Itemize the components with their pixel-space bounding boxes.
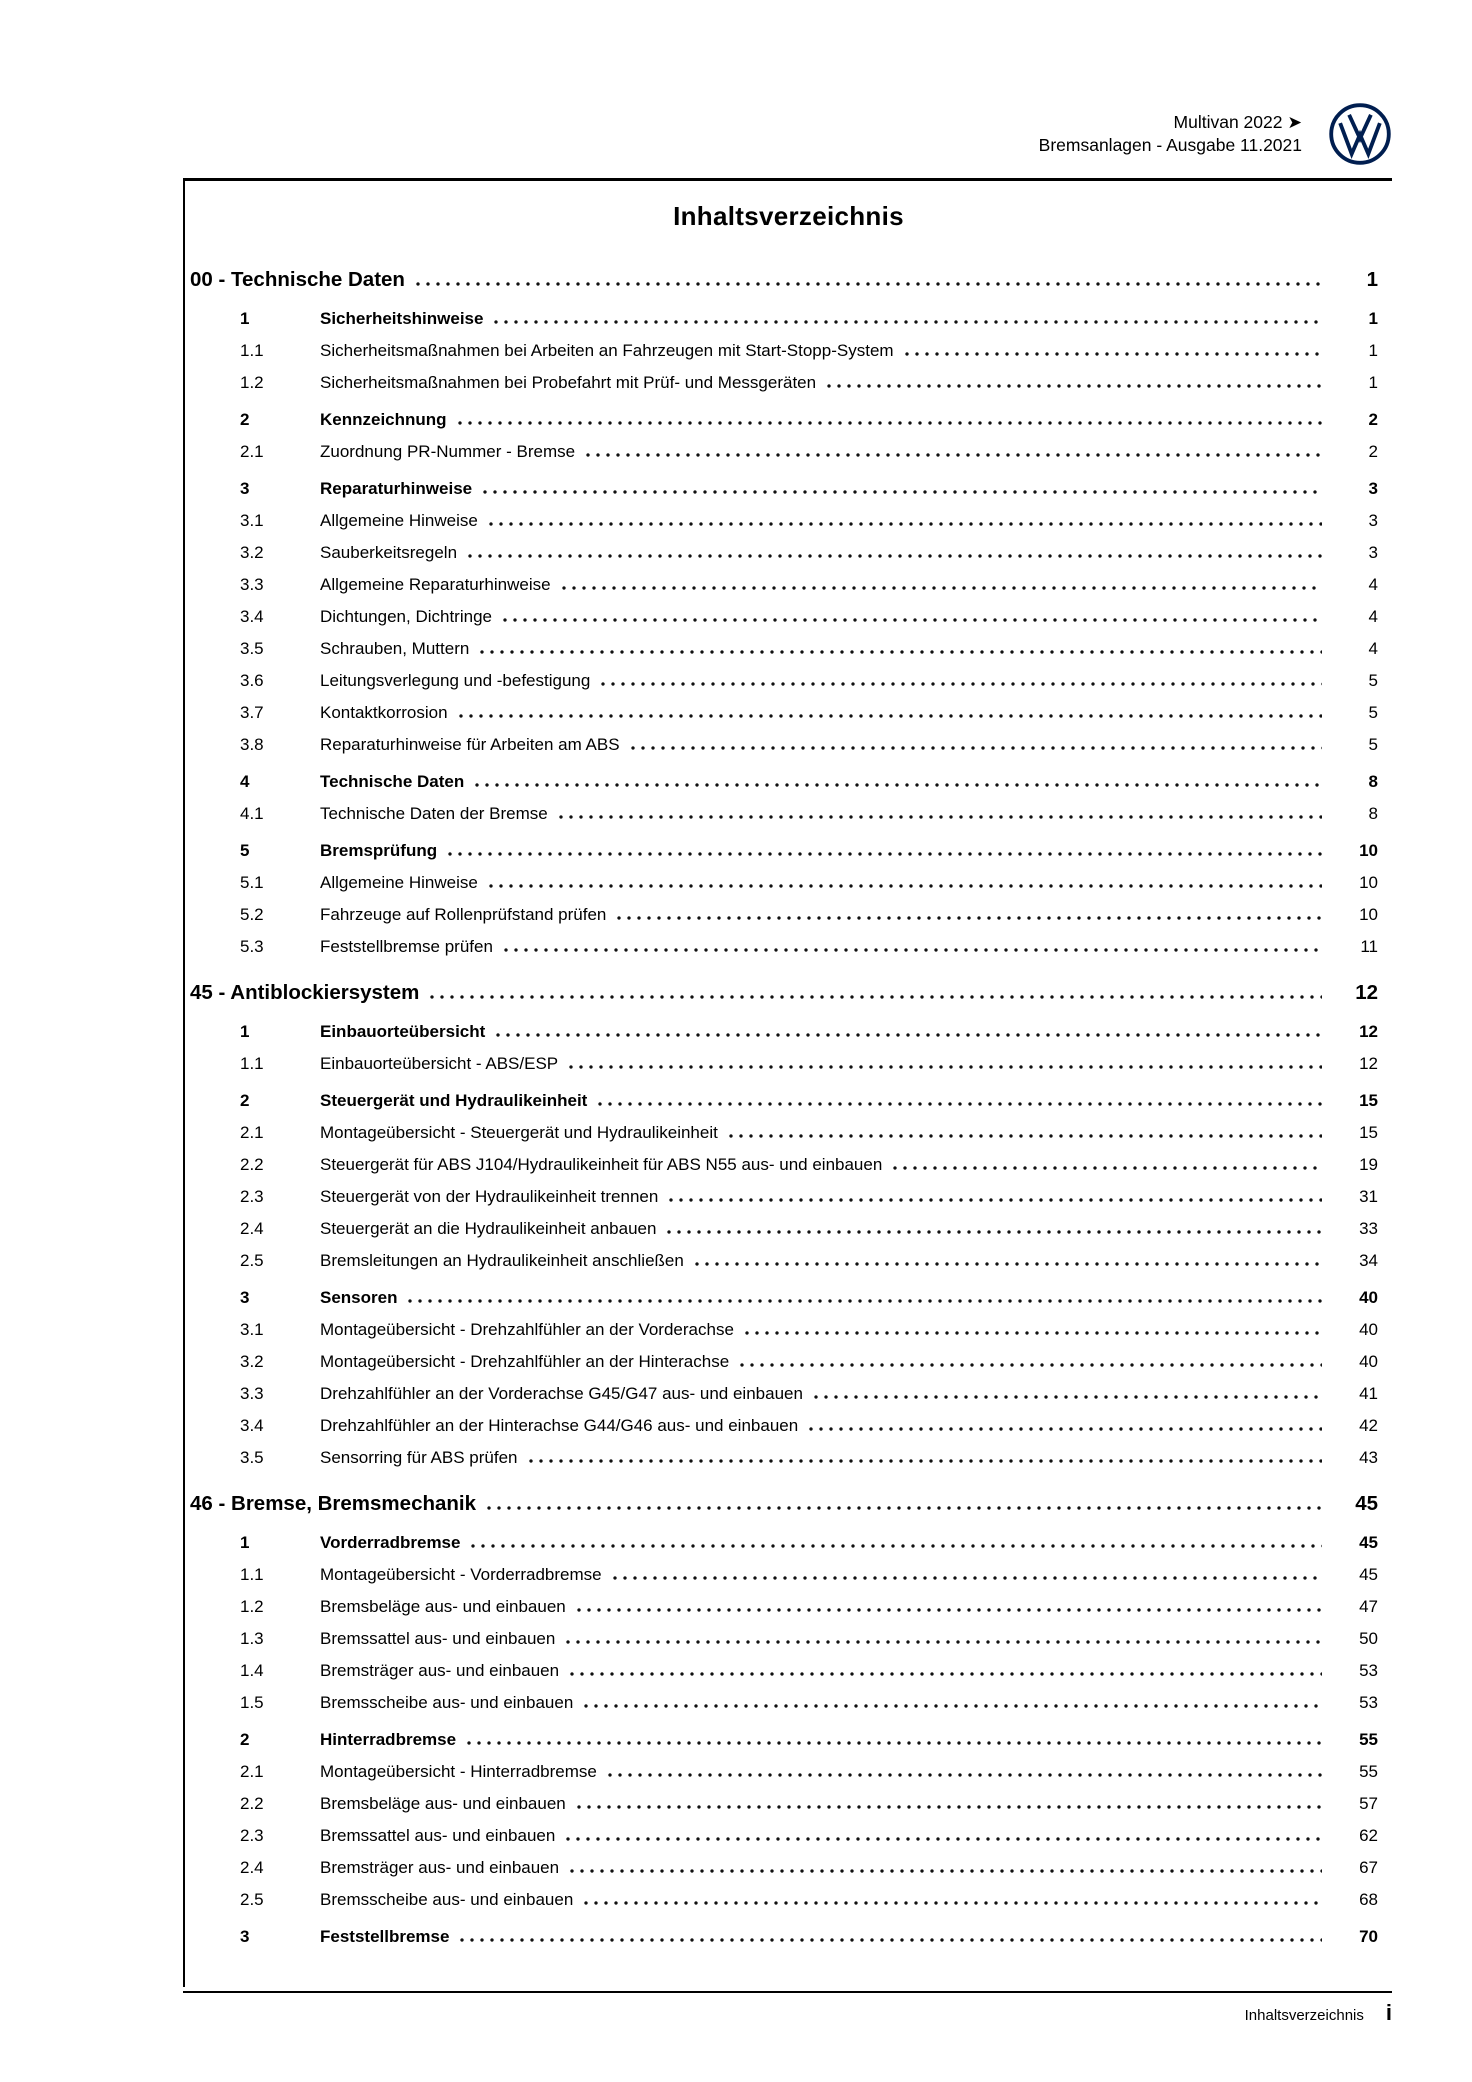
dot-leader <box>526 1459 1322 1463</box>
toc-entry-row <box>185 835 1378 867</box>
entry-number: 2 <box>240 410 250 429</box>
dot-leader <box>574 1805 1322 1809</box>
entry-page-number: 41 <box>1359 1384 1378 1403</box>
entry-number: 3.4 <box>240 607 264 626</box>
header-edition: Bremsanlagen - Ausgabe 11.2021 <box>1038 135 1302 155</box>
entry-number: 4 <box>240 772 250 791</box>
dot-leader <box>486 884 1322 888</box>
entry-title: Schrauben, Muttern <box>320 639 470 658</box>
dot-leader <box>500 618 1322 622</box>
entry-number: 3.2 <box>240 543 264 562</box>
entry-number: 2.2 <box>240 1794 264 1813</box>
dot-leader <box>456 714 1322 718</box>
entry-title: Sicherheitshinweise <box>320 309 484 328</box>
dot-leader <box>413 282 1322 286</box>
dot-leader <box>405 1299 1322 1303</box>
entry-title: Leitungsverlegung und -befestigung <box>320 671 591 690</box>
toc-entry-row <box>185 1820 1378 1852</box>
chapter-page-number: 12 <box>1355 981 1378 1004</box>
toc-entry-row <box>185 537 1378 569</box>
toc-entry-row <box>185 766 1378 798</box>
dot-leader <box>581 1901 1322 1905</box>
entry-number: 3.3 <box>240 1384 264 1403</box>
entry-number: 2.4 <box>240 1219 264 1238</box>
entry-number: 2 <box>240 1730 250 1749</box>
entry-number: 3 <box>240 1927 250 1946</box>
entry-page-number: 15 <box>1359 1091 1378 1110</box>
entry-number: 3.5 <box>240 639 264 658</box>
entry-number: 2 <box>240 1091 250 1110</box>
entry-page-number: 3 <box>1368 511 1378 530</box>
entry-title: Technische Daten der Bremse <box>320 804 548 823</box>
entry-number: 2.4 <box>240 1858 264 1877</box>
toc-entry-row <box>185 1410 1378 1442</box>
dot-leader <box>890 1166 1322 1170</box>
chapter-page-number: 45 <box>1355 1492 1378 1515</box>
entry-number: 2.5 <box>240 1890 264 1909</box>
dot-leader <box>465 554 1322 558</box>
entry-number: 1.5 <box>240 1693 264 1712</box>
entry-number: 3 <box>240 1288 250 1307</box>
header-text <box>1039 111 1302 157</box>
toc-entry-row <box>185 335 1378 367</box>
entry-title: Drehzahlfühler an der Hinterachse G44/G46 aus- und einbauen <box>320 1416 799 1435</box>
toc-chapter-row <box>185 262 1378 298</box>
entry-page-number: 45 <box>1359 1533 1378 1552</box>
dot-leader <box>581 1704 1322 1708</box>
entry-page-number: 42 <box>1359 1416 1378 1435</box>
toc-entry-row <box>185 436 1378 468</box>
entry-title: Sicherheitsmaßnahmen bei Arbeiten an Fahrzeugen mit Start-Stopp-System <box>320 341 894 360</box>
chapter-label: 45 - Antiblockiersystem <box>190 981 420 1004</box>
entry-page-number: 67 <box>1359 1858 1378 1877</box>
entry-page-number: 5 <box>1368 735 1378 754</box>
entry-number: 4.1 <box>240 804 264 823</box>
entry-page-number: 43 <box>1359 1448 1378 1467</box>
toc-entry-row <box>185 404 1378 436</box>
entry-page-number: 62 <box>1359 1826 1378 1845</box>
dot-leader <box>666 1198 1322 1202</box>
page-header <box>183 0 1392 166</box>
entry-title: Bremsbeläge aus- und einbauen <box>320 1794 566 1813</box>
entry-title: Bremsleitungen an Hydraulikeinheit anschließen <box>320 1251 684 1270</box>
manual-page <box>183 0 1392 2082</box>
entry-page-number: 53 <box>1359 1661 1378 1680</box>
entry-number: 1.2 <box>240 373 264 392</box>
dot-leader <box>567 1672 1322 1676</box>
entry-number: 3.3 <box>240 575 264 594</box>
footer-label: Inhaltsverzeichnis <box>1244 2007 1364 2024</box>
entry-page-number: 4 <box>1368 575 1378 594</box>
entry-page-number: 1 <box>1368 341 1378 360</box>
dot-leader <box>566 1065 1322 1069</box>
vw-logo-icon <box>1328 102 1392 166</box>
header-model: Multivan 2022 ➤ <box>1173 112 1302 132</box>
entry-number: 3 <box>240 479 250 498</box>
toc-entry-row <box>185 1687 1378 1719</box>
toc-entry-row <box>185 1117 1378 1149</box>
chapter-label: 00 - Technische Daten <box>190 268 405 291</box>
entry-page-number: 2 <box>1368 410 1378 429</box>
dot-leader <box>737 1363 1322 1367</box>
entry-number: 1 <box>240 1533 250 1552</box>
dot-leader <box>567 1869 1322 1873</box>
dot-leader <box>692 1262 1322 1266</box>
entry-page-number: 3 <box>1368 543 1378 562</box>
entry-page-number: 53 <box>1359 1693 1378 1712</box>
dot-leader <box>445 852 1322 856</box>
entry-page-number: 57 <box>1359 1794 1378 1813</box>
entry-title: Steuergerät von der Hydraulikeinheit trennen <box>320 1187 659 1206</box>
entry-number: 2.3 <box>240 1187 264 1206</box>
entry-page-number: 31 <box>1359 1187 1378 1206</box>
entry-title: Bremsträger aus- und einbauen <box>320 1858 560 1877</box>
entry-number: 2.5 <box>240 1251 264 1270</box>
dot-leader <box>598 682 1322 686</box>
entry-title: Bremsträger aus- und einbauen <box>320 1661 560 1680</box>
entry-number: 1 <box>240 1022 250 1041</box>
dot-leader <box>628 746 1322 750</box>
entry-page-number: 10 <box>1359 841 1378 860</box>
toc-entry-row <box>185 1016 1378 1048</box>
chapter-page-number: 1 <box>1366 268 1378 291</box>
dot-leader <box>726 1134 1322 1138</box>
entry-page-number: 3 <box>1368 479 1378 498</box>
entry-title: Reparaturhinweise für Arbeiten am ABS <box>320 735 620 754</box>
entry-number: 3.4 <box>240 1416 264 1435</box>
entry-page-number: 50 <box>1359 1629 1378 1648</box>
entry-number: 5.3 <box>240 937 264 956</box>
dot-leader <box>501 948 1322 952</box>
entry-number: 5.2 <box>240 905 264 924</box>
dot-leader <box>664 1230 1322 1234</box>
entry-number: 3.1 <box>240 511 264 530</box>
dot-leader <box>563 1640 1322 1644</box>
dot-leader <box>902 352 1322 356</box>
entry-title: Steuergerät und Hydraulikeinheit <box>320 1091 588 1110</box>
entry-page-number: 40 <box>1359 1320 1378 1339</box>
entry-page-number: 55 <box>1359 1762 1378 1781</box>
toc-entry-row <box>185 899 1378 931</box>
entry-title: Zuordnung PR-Nummer - Bremse <box>320 442 576 461</box>
entry-page-number: 1 <box>1368 309 1378 328</box>
entry-page-number: 68 <box>1359 1890 1378 1909</box>
dot-leader <box>486 522 1322 526</box>
toc-chapter-row <box>185 975 1378 1011</box>
entry-title: Sensorring für ABS prüfen <box>320 1448 518 1467</box>
entry-title: Steuergerät an die Hydraulikeinheit anbauen <box>320 1219 657 1238</box>
entry-page-number: 2 <box>1368 442 1378 461</box>
dot-leader <box>614 916 1322 920</box>
entry-page-number: 45 <box>1359 1565 1378 1584</box>
entry-title: Sensoren <box>320 1288 398 1307</box>
toc-entry-row <box>185 1559 1378 1591</box>
entry-title: Steuergerät für ABS J104/Hydraulikeinheit für ABS N55 aus- und einbauen <box>320 1155 883 1174</box>
entry-title: Fahrzeuge auf Rollenprüfstand prüfen <box>320 905 607 924</box>
entry-number: 1.2 <box>240 1597 264 1616</box>
entry-number: 3.8 <box>240 735 264 754</box>
entry-title: Vorderradbremse <box>320 1533 461 1552</box>
entry-title: Allgemeine Hinweise <box>320 511 478 530</box>
entry-number: 1.4 <box>240 1661 264 1680</box>
dot-leader <box>610 1576 1322 1580</box>
toc-entry-row <box>185 1149 1378 1181</box>
toc-entry-row <box>185 1756 1378 1788</box>
entry-page-number: 40 <box>1359 1288 1378 1307</box>
toc-entry-row <box>185 569 1378 601</box>
dot-leader <box>468 1544 1322 1548</box>
entry-title: Hinterradbremse <box>320 1730 457 1749</box>
entry-page-number: 10 <box>1359 873 1378 892</box>
toc-entry-row <box>185 1378 1378 1410</box>
entry-title: Allgemeine Hinweise <box>320 873 478 892</box>
toc-entry-row <box>185 697 1378 729</box>
entry-title: Kennzeichnung <box>320 410 447 429</box>
toc-entry-row <box>185 1884 1378 1916</box>
toc-entry-row <box>185 665 1378 697</box>
entry-number: 3.2 <box>240 1352 264 1371</box>
toc-entry-row <box>185 931 1378 963</box>
footer-divider <box>183 1991 1392 1993</box>
footer-page-number: i <box>1385 2000 1392 2025</box>
entry-page-number: 34 <box>1359 1251 1378 1270</box>
toc-entry-row <box>185 1623 1378 1655</box>
entry-title: Bremssattel aus- und einbauen <box>320 1629 556 1648</box>
entry-title: Kontaktkorrosion <box>320 703 448 722</box>
entry-number: 5.1 <box>240 873 264 892</box>
dot-leader <box>595 1102 1322 1106</box>
dot-leader <box>480 490 1322 494</box>
entry-page-number: 33 <box>1359 1219 1378 1238</box>
toc-entry-row <box>185 1245 1378 1277</box>
toc-entry-row <box>185 1346 1378 1378</box>
dot-leader <box>563 1837 1322 1841</box>
dot-leader <box>472 783 1322 787</box>
dot-leader <box>574 1608 1322 1612</box>
toc-entry-row <box>185 798 1378 830</box>
entry-title: Technische Daten <box>320 772 465 791</box>
entry-title: Feststellbremse <box>320 1927 450 1946</box>
dot-leader <box>477 650 1322 654</box>
dot-leader <box>491 320 1322 324</box>
toc-entry-row <box>185 1442 1378 1474</box>
toc-entry-row <box>185 729 1378 761</box>
toc-entry-row <box>185 367 1378 399</box>
entry-title: Montageübersicht - Vorderradbremse <box>320 1565 602 1584</box>
entry-title: Sicherheitsmaßnahmen bei Probefahrt mit Prüf- und Messgeräten <box>320 373 817 392</box>
dot-leader <box>455 421 1322 425</box>
entry-title: Montageübersicht - Drehzahlfühler an der Hinterachse <box>320 1352 730 1371</box>
entry-page-number: 5 <box>1368 671 1378 690</box>
toc-entry-row <box>185 1314 1378 1346</box>
entry-number: 3.6 <box>240 671 264 690</box>
entry-page-number: 15 <box>1359 1123 1378 1142</box>
toc-entry-row <box>185 1921 1378 1953</box>
toc-entry-row <box>185 473 1378 505</box>
entry-number: 1 <box>240 309 250 328</box>
entry-page-number: 19 <box>1359 1155 1378 1174</box>
dot-leader <box>493 1033 1322 1037</box>
entry-title: Bremsprüfung <box>320 841 438 860</box>
entry-page-number: 4 <box>1368 607 1378 626</box>
dot-leader <box>605 1773 1322 1777</box>
entry-title: Drehzahlfühler an der Vorderachse G45/G47 aus- und einbauen <box>320 1384 803 1403</box>
entry-page-number: 8 <box>1368 772 1378 791</box>
toc-entry-row <box>185 1724 1378 1756</box>
entry-page-number: 11 <box>1360 937 1378 956</box>
entry-number: 5 <box>240 841 250 860</box>
dot-leader <box>824 384 1322 388</box>
entry-title: Dichtungen, Dichtringe <box>320 607 492 626</box>
page-title: Inhaltsverzeichnis <box>673 201 904 231</box>
dot-leader <box>464 1741 1322 1745</box>
dot-leader <box>811 1395 1322 1399</box>
entry-title: Reparaturhinweise <box>320 479 473 498</box>
dot-leader <box>457 1938 1322 1942</box>
entry-page-number: 55 <box>1359 1730 1378 1749</box>
entry-page-number: 4 <box>1368 639 1378 658</box>
toc-entry-row <box>185 633 1378 665</box>
entry-title: Allgemeine Reparaturhinweise <box>320 575 551 594</box>
entry-title: Feststellbremse prüfen <box>320 937 493 956</box>
dot-leader <box>556 815 1322 819</box>
entry-number: 3.7 <box>240 703 264 722</box>
entry-page-number: 1 <box>1368 373 1378 392</box>
toc-entry-row <box>185 1181 1378 1213</box>
entry-page-number: 12 <box>1359 1054 1378 1073</box>
dot-leader <box>806 1427 1322 1431</box>
entry-number: 2.1 <box>240 442 264 461</box>
entry-page-number: 70 <box>1359 1927 1378 1946</box>
toc-entry-row <box>185 1527 1378 1559</box>
dot-leader <box>559 586 1322 590</box>
entry-number: 2.3 <box>240 1826 264 1845</box>
dot-leader <box>583 453 1322 457</box>
toc-entry-row <box>185 303 1378 335</box>
toc-entry-row <box>185 601 1378 633</box>
toc-entry-row <box>185 1591 1378 1623</box>
dot-leader <box>484 1506 1322 1510</box>
toc-chapter-row <box>185 1486 1378 1522</box>
entry-number: 2.2 <box>240 1155 264 1174</box>
page-footer <box>1245 2000 1392 2026</box>
entry-title: Bremsbeläge aus- und einbauen <box>320 1597 566 1616</box>
dot-leader <box>427 995 1322 999</box>
entry-number: 2.1 <box>240 1762 264 1781</box>
toc-entry-row <box>185 1282 1378 1314</box>
entry-title: Sauberkeitsregeln <box>320 543 458 562</box>
toc <box>185 232 1392 1953</box>
entry-title: Bremssattel aus- und einbauen <box>320 1826 556 1845</box>
chapter-label: 46 - Bremse, Bremsmechanik <box>190 1492 477 1515</box>
entry-number: 1.1 <box>240 341 264 360</box>
entry-title: Einbauorteübersicht - ABS/ESP <box>320 1054 559 1073</box>
entry-number: 1.3 <box>240 1629 264 1648</box>
entry-title: Einbauorteübersicht <box>320 1022 486 1041</box>
dot-leader <box>742 1331 1322 1335</box>
entry-title: Montageübersicht - Drehzahlfühler an der Vorderachse <box>320 1320 734 1339</box>
content-area <box>183 181 1392 1987</box>
toc-entry-row <box>185 867 1378 899</box>
entry-title: Montageübersicht - Steuergerät und Hydraulikeinheit <box>320 1123 718 1142</box>
entry-page-number: 8 <box>1368 804 1378 823</box>
entry-number: 1.1 <box>240 1054 264 1073</box>
toc-entry-row <box>185 1655 1378 1687</box>
toc-entry-row <box>185 1085 1378 1117</box>
toc-entry-row <box>185 1852 1378 1884</box>
entry-number: 3.5 <box>240 1448 264 1467</box>
entry-number: 1.1 <box>240 1565 264 1584</box>
entry-number: 3.1 <box>240 1320 264 1339</box>
entry-page-number: 10 <box>1359 905 1378 924</box>
entry-page-number: 47 <box>1359 1597 1378 1616</box>
entry-page-number: 12 <box>1359 1022 1378 1041</box>
entry-page-number: 5 <box>1368 703 1378 722</box>
entry-title: Bremsscheibe aus- und einbauen <box>320 1890 574 1909</box>
entry-title: Montageübersicht - Hinterradbremse <box>320 1762 597 1781</box>
entry-number: 2.1 <box>240 1123 264 1142</box>
toc-entry-row <box>185 505 1378 537</box>
toc-entry-row <box>185 1213 1378 1245</box>
toc-entry-row <box>185 1048 1378 1080</box>
entry-title: Bremsscheibe aus- und einbauen <box>320 1693 574 1712</box>
toc-entry-row <box>185 1788 1378 1820</box>
entry-page-number: 40 <box>1359 1352 1378 1371</box>
